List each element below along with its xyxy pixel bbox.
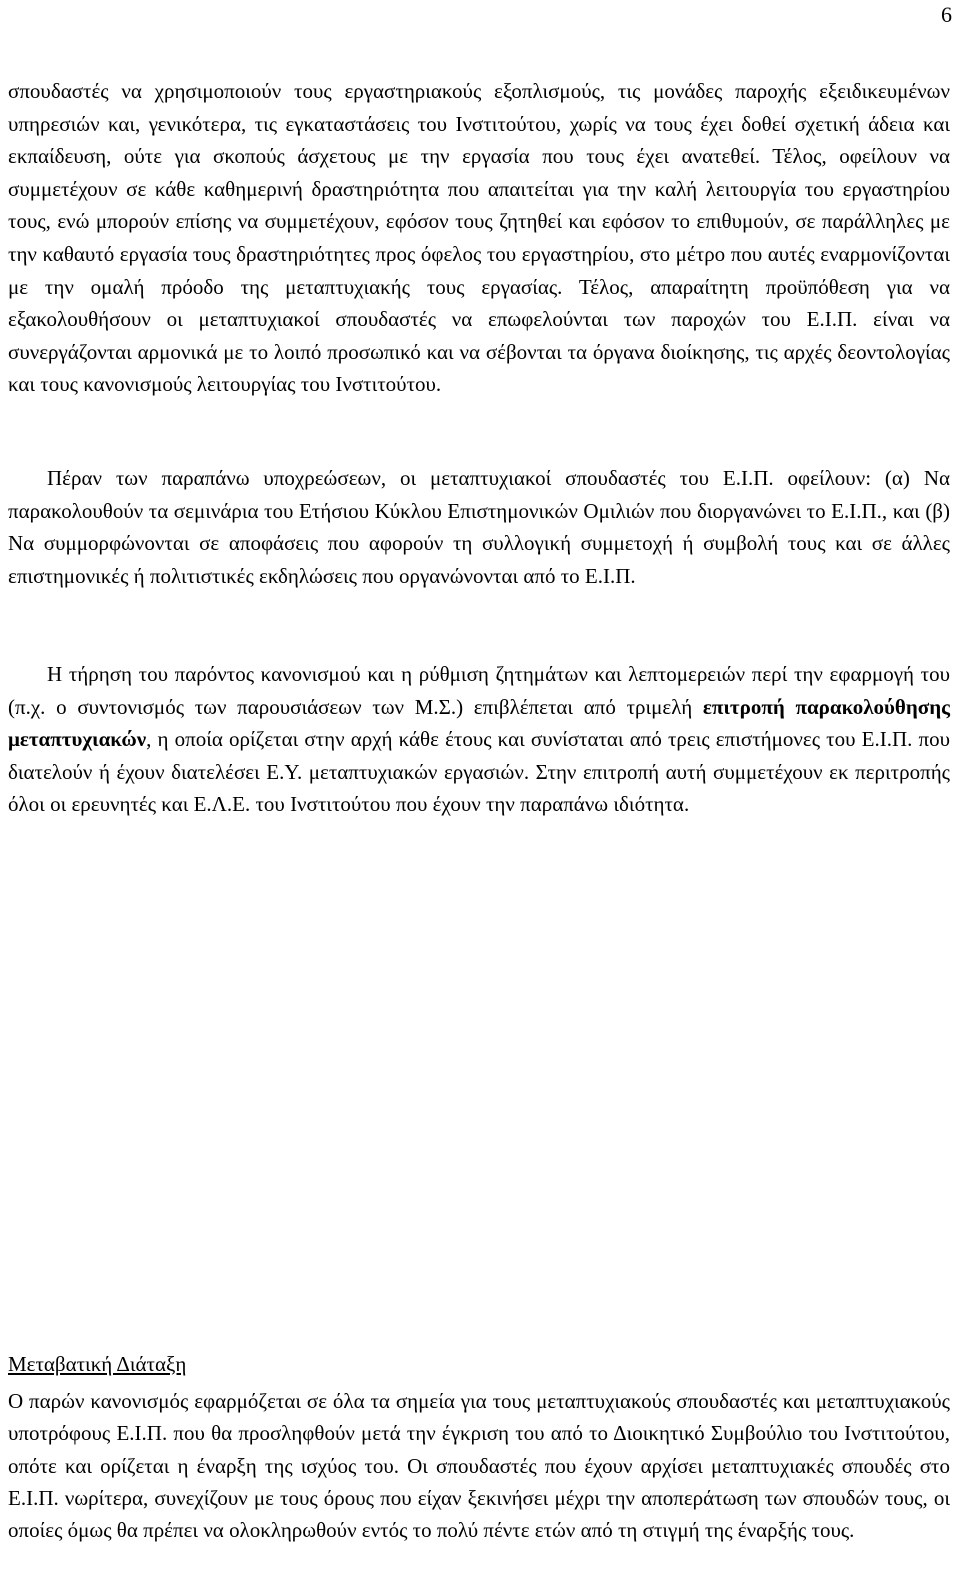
page-number: 6 xyxy=(941,2,952,27)
committee-text-before: Η τήρηση του παρόντος κανονισμού και η ρύθμιση ζητημάτων και λεπτομερειών περί την εφαρμογή του (π.χ. ο συντονισμός των παρουσιάσεων των Μ.Σ.) επιβλέπεται από τριμελή xyxy=(8,662,950,719)
paragraph-obligations: σπουδαστές να χρησιμοποιούν τους εργαστηριακούς εξοπλισμούς, τις μονάδες παροχής εξειδικευμένων υπηρεσιών και, γενικότερα, τις εγκαταστάσεις του Ινστιτούτου, χωρίς να τους έχει δοθεί σχετική άδεια και εκπαίδευση, ούτε για σκοπούς άσχετους με την εργασία που τους έχει ανατεθεί. Τέλος, οφείλουν να συμμετέχουν σε κάθε καθημερινή δραστηριότητα που απαιτείται για την καλή λειτουργία του εργαστηρίου τους, ενώ μπορούν επίσης να συμμετέχουν, εφόσον τους ζητηθεί και εφόσον το επιθυμούν, σε παράλληλες με την καθαυτό εργασία τους δραστηριότητες προς όφελος του εργαστηρίου, στο μέτρο που αυτές εναρμονίζονται με την ομαλή πρόοδο της μεταπτυχιακής τους εργασίας. Τέλος, απαραίτητη προϋπόθεση για να εξακολουθήσουν οι μεταπτυχιακοί σπουδαστές να επωφελούνται των παροχών του Ε.Ι.Π. είναι να συνεργάζονται αρμονικά με το λοιπό προσωπικό και να σέβονται τα όργανα διοίκησης, τις αρχές δεοντολογίας και τους κανονισμούς λειτουργίας του Ινστιτούτου. xyxy=(8,79,950,397)
paragraph-additional-obligations: Πέραν των παραπάνω υποχρεώσεων, οι μεταπτυχιακοί σπουδαστές του Ε.Ι.Π. οφείλουν: (α) Να παρακολουθούν τα σεμινάρια του Ετήσιου Κύκλου Επιστημονικών Ομιλιών που διοργανώνει το Ε.Ι.Π., και (β) Να συμμορφώνονται σε αποφάσεις που αφορούν τη συλλογική συμμετοχή ή συμβολή τους και σε άλλες επιστημονικές ή πολιτιστικές εκδηλώσεις που οργανώνονται από το Ε.Ι.Π. xyxy=(8,466,950,588)
paragraph-transitional-provision: Ο παρών κανονισμός εφαρμόζεται σε όλα τα σημεία για τους μεταπτυχιακούς σπουδαστές και μεταπτυχιακούς υποτρόφους Ε.Ι.Π. που θα προσληφθούν μετά την έγκριση του από το Διοικητικό Συμβούλιο του Ινστιτούτου, οπότε και ορίζεται η έναρξη της ισχύος του. Οι σπουδαστές που έχουν αρχίσει μεταπτυχιακές σπουδές στο Ε.Ι.Π. νωρίτερα, συνεχίζουν με τους όρους που είχαν ξεκινήσει μέχρι την αποπεράτωση των σπουδών τους, οι οποίες όμως θα πρέπει να ολοκληρωθούν εντός το πολύ πέντε ετών από τη στιγμή της έναρξής τους. xyxy=(8,1389,950,1543)
committee-name-bold: επιτροπή παρακολούθησης μεταπτυχιακών xyxy=(8,694,951,752)
committee-text-after: , η οποία ορίζεται στην αρχή κάθε έτους και συνίσταται από τρεις επιστήμονες του Ε.Ι.Π. που διατελούν ή έχουν διατελέσει Ε.Υ. μεταπτυχιακών εργασιών. Στην επιτροπή αυτή συμμετέχουν εκ περιτροπής όλοι οι ερευνητές και Ε.Λ.Ε. του Ινστιτούτου που έχουν την παραπάνω ιδιότητα. xyxy=(8,727,950,817)
transitional-provision-heading: Μεταβατική Διάταξη xyxy=(8,1352,187,1376)
paragraph-monitoring-committee xyxy=(8,658,950,821)
